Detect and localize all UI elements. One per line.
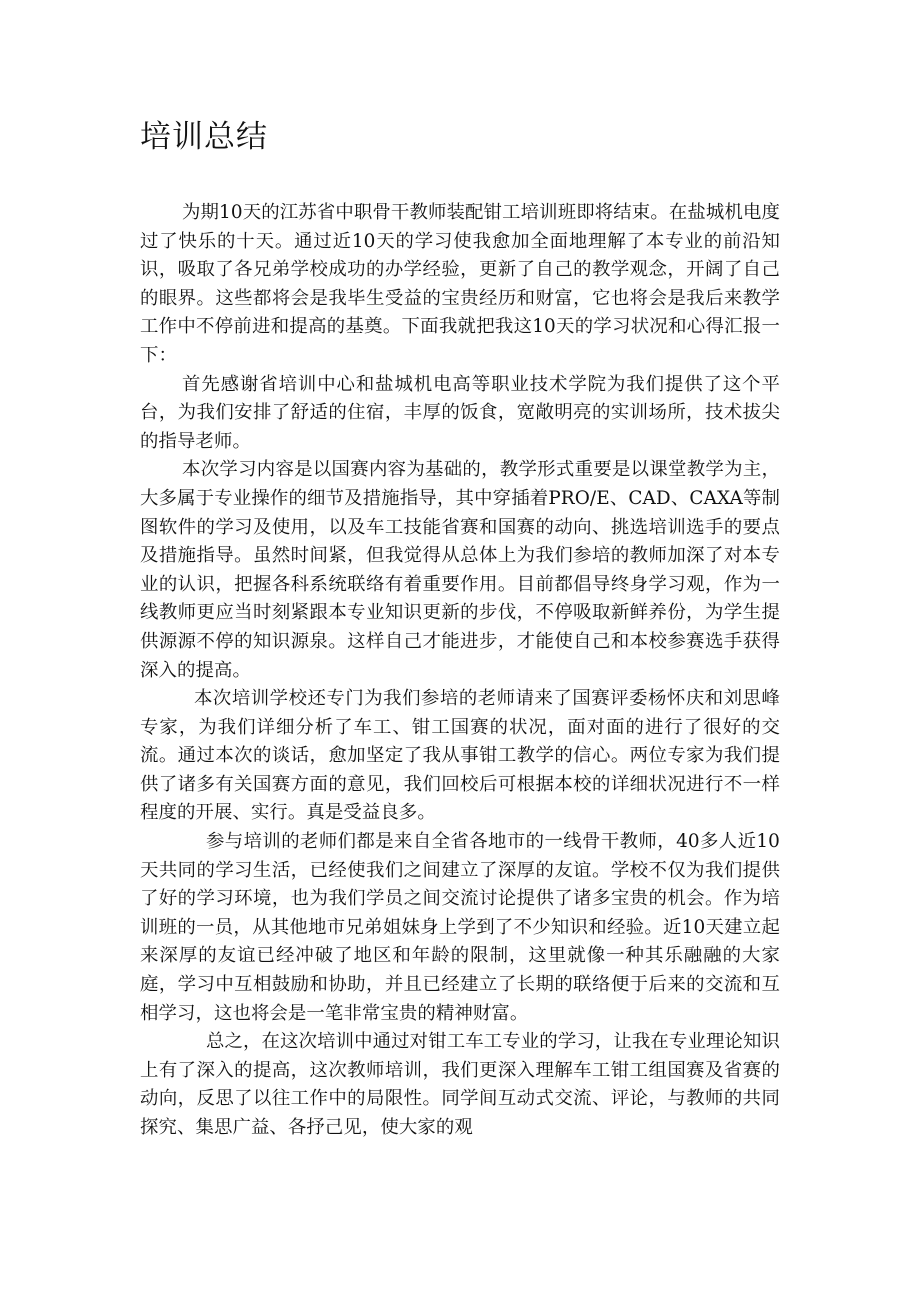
paragraph-intro: 为期10天的江苏省中职骨干教师装配钳工培训班即将结束。在盐城机电度过了快乐的十天。通过近10天的学习使我愈加全面地理解了本专业的前沿知识，吸取了各兄弟学校成功的办学经验，更新了自己的教学观念，开阔了自己的眼界。这些都将会是我毕生受益的宝贵经历和财富，它也将会是我后来教学工作中不停前进和提高的基奠。下面我就把我这10天的学习状况和心得汇报一下： bbox=[140, 202, 780, 366]
page-title: 培训总结 bbox=[140, 119, 268, 155]
paragraph-friendship: 参与培训的老师们都是来自全省各地市的一线骨干教师，40多人近10天共同的学习生活，已经使我们之间建立了深厚的友谊。学校不仅为我们提供了好的学习环境，也为我们学员之间交流讨论提供了诸多宝贵的机会。作为培训班的一员，从其他地市兄弟姐妹身上学到了不少知识和经验。近10天建立起来深厚的友谊已经冲破了地区和年龄的限制，这里就像一种其乐融融的大家庭，学习中互相鼓励和协助，并且已经建立了长期的联络便于后来的交流和互相学习，这也将会是一笔非常宝贵的精神财富。 bbox=[140, 831, 780, 1024]
document-body bbox=[140, 199, 780, 1143]
paragraph-content: 本次学习内容是以国赛内容为基础的，教学形式重要是以课堂教学为主，大多属于专业操作的细节及措施指导，其中穿插着PRO/E、CAD、CAXA等制图软件的学习及使用，以及车工技能省赛和国赛的动向、挑选培训选手的要点及措施指导。虽然时间紧，但我觉得从总体上为我们参培的教师加深了对本专业的认识，把握各科系统联络有着重要作用。目前都倡导终身学习观，作为一线教师更应当时刻紧跟本专业知识更新的步伐，不停吸取新鲜养份，为学生提供源源不停的知识源泉。这样自己才能进步，才能使自己和本校参赛选手获得深入的提高。 bbox=[140, 459, 780, 681]
paragraph-experts: 本次培训学校还专门为我们参培的老师请来了国赛评委杨怀庆和刘思峰专家，为我们详细分析了车工、钳工国赛的状况，面对面的进行了很好的交流。通过本次的谈话，愈加坚定了我从事钳工教学的信心。两位专家为我们提供了诸多有关国赛方面的意见，我们回校后可根据本校的详细状况进行不一样程度的开展、实行。真是受益良多。 bbox=[140, 688, 780, 824]
paragraph-thanks: 首先感谢省培训中心和盐城机电高等职业技术学院为我们提供了这个平台，为我们安排了舒适的住宿，丰厚的饭食，宽敞明亮的实训场所，技术拔尖的指导老师。 bbox=[140, 373, 780, 452]
paragraph-summary: 总之，在这次培训中通过对钳工车工专业的学习，让我在专业理论知识上有了深入的提高，这次教师培训，我们更深入理解车工钳工组国赛及省赛的动向，反思了以往工作中的局限性。同学间互动式交流、评论，与教师的共同探究、集思广益、各抒己见，使大家的观 bbox=[140, 1031, 780, 1138]
